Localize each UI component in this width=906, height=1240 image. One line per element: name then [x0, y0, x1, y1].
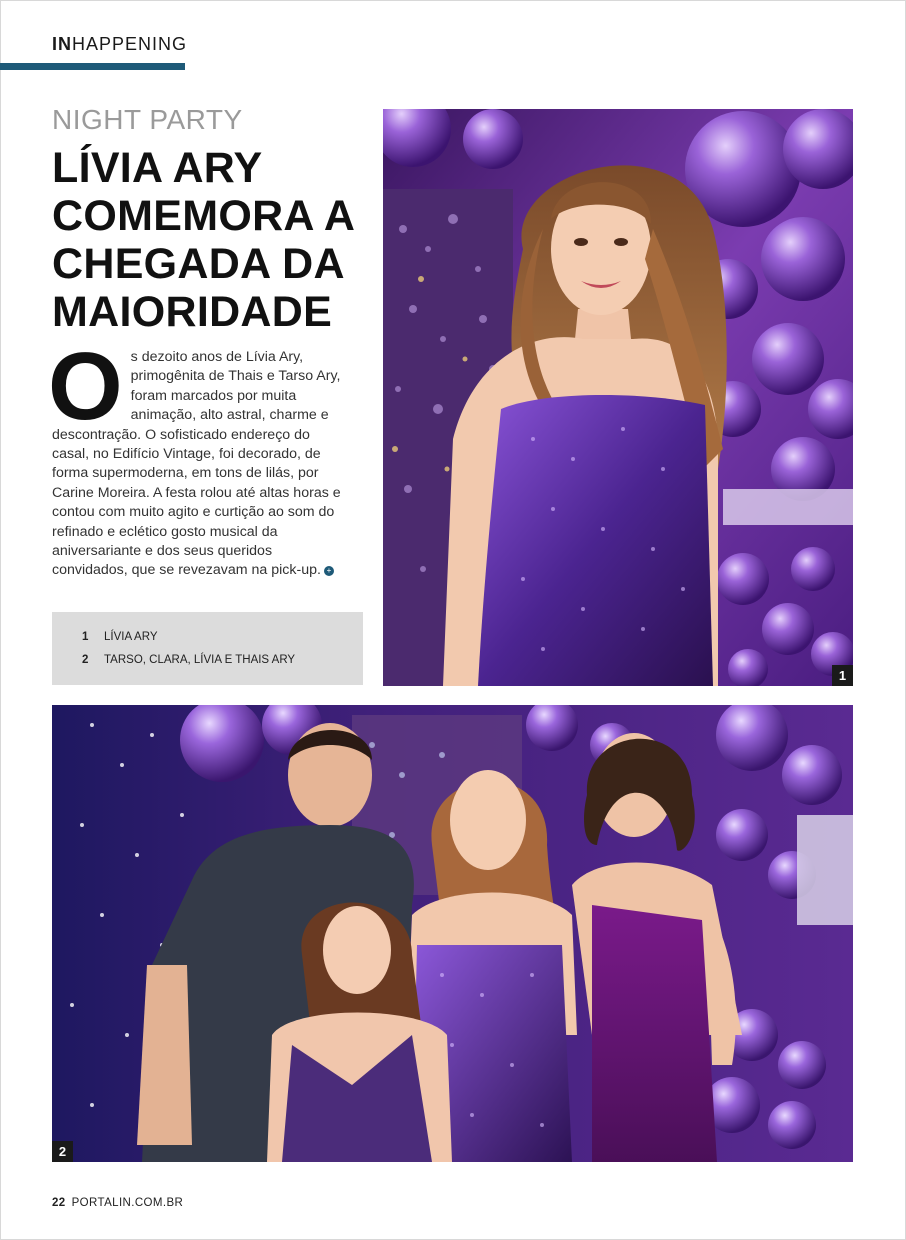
caption-number: 2 [82, 654, 89, 666]
photo-2-illustration [52, 705, 853, 1162]
section-header-bold: IN [52, 34, 72, 54]
article-headline: LÍVIA ARY COMEMORA A CHEGADA DA MAIORIDADE [52, 144, 354, 336]
caption-item [82, 654, 295, 666]
photo-1-illustration [383, 109, 853, 686]
photo-caption-box [52, 612, 363, 685]
section-header [52, 34, 187, 55]
drop-cap: O [48, 333, 123, 440]
photo-number-badge: 1 [832, 665, 853, 686]
section-rule [0, 63, 185, 70]
caption-item [82, 631, 158, 643]
caption-number: 1 [82, 631, 89, 643]
article-body-text: s dezoito anos de Lívia Ary, primogênita de Thais e Tarso Ary, foram marcados por muita animação, alto astral, charme e descontração. O sofisticado endereço do casal, no Edifício Vintage, foi decorado, de forma supermoderna, em tons de lilás, por Carine Moreira. A festa rolou até altas horas e contou com muito agito e curtição ao som do refinado e eclético gosto musical da aniversariante e dos seus queridos convidados, que se revezavam na pick-up. [52, 349, 341, 579]
caption-text: LÍVIA ARY [104, 631, 158, 643]
page-footer [52, 1197, 183, 1209]
article-body [48, 333, 342, 581]
article-kicker: NIGHT PARTY [52, 104, 243, 135]
page-number: 22 [52, 1197, 66, 1209]
end-mark-icon: + [324, 566, 334, 576]
photo-number-badge: 2 [52, 1141, 73, 1162]
photo-family [52, 705, 853, 1162]
photo-livia-portrait [383, 109, 853, 686]
caption-text: TARSO, CLARA, LÍVIA E THAIS ARY [104, 654, 296, 666]
section-header-rest: HAPPENING [72, 34, 188, 54]
site-url: PORTALIN.COM.BR [71, 1197, 184, 1209]
